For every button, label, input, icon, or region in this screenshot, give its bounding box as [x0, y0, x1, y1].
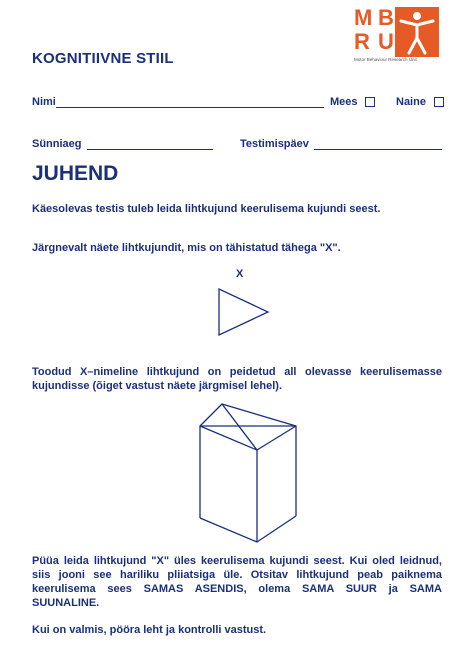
complex-figure-prism	[188, 398, 304, 546]
simple-figure-label: X	[236, 268, 244, 280]
birthdate-label: Sünniaeg	[32, 138, 82, 150]
mbru-logo	[352, 6, 440, 66]
logo-letter-r: R	[354, 29, 370, 54]
instructions-heading: JUHEND	[32, 162, 119, 185]
logo-letters	[352, 6, 398, 56]
birthdate-field[interactable]	[87, 149, 213, 150]
male-checkbox[interactable]	[365, 97, 375, 107]
logo-letter-u: U	[378, 29, 394, 54]
logo-caption: Motor Behaviour Research Unit	[354, 57, 417, 62]
paragraph-4-text-3: ja	[376, 583, 410, 595]
logo-letter-b: B	[378, 5, 394, 30]
emphasis-same-direction: SAMA SUUNALINE	[32, 583, 442, 609]
name-field[interactable]	[56, 107, 324, 108]
emphasis-same-size: SAMA SUUR	[301, 583, 377, 595]
logo-letter-m: M	[354, 5, 373, 30]
testdate-label: Testimispäev	[240, 138, 309, 150]
name-label: Nimi	[32, 96, 56, 108]
testdate-field[interactable]	[314, 149, 442, 150]
instruction-paragraph-3: Toodud X–nimeline lihtkujund on peidetud all olevasse keerulisemasse kujundisse (õiget vastust näete järgmisel lehel).	[32, 366, 442, 392]
instruction-paragraph-4	[32, 554, 442, 610]
paragraph-4-text-1: Püüa leida lihtkujund "X" üles keerulisema kujundi seest. Kui oled leidnud, siis jooni see hariliku pliiatsiga üle. Otsitav lihtkujund peab paiknema keerulisema sees	[32, 555, 442, 595]
logo-figure-icon	[395, 7, 439, 57]
instruction-paragraph-1: Käesolevas testis tuleb leida lihtkujund keerulisema kujundi seest.	[32, 203, 381, 215]
page-title: KOGNITIIVNE STIIL	[32, 50, 174, 67]
simple-figure-triangle	[210, 285, 274, 339]
emphasis-same-position: SAMAS ASENDIS	[143, 583, 244, 595]
female-checkbox[interactable]	[434, 97, 444, 107]
instruction-paragraph-5: Kui on valmis, pööra leht ja kontrolli vastust.	[32, 624, 267, 636]
paragraph-4-text-4: .	[96, 597, 100, 609]
instruction-paragraph-2: Järgnevalt näete lihtkujundit, mis on tähistatud tähega "X".	[32, 242, 341, 254]
paragraph-4-text-2: , olema	[243, 583, 302, 595]
male-label: Mees	[330, 96, 358, 108]
female-label: Naine	[396, 96, 426, 108]
